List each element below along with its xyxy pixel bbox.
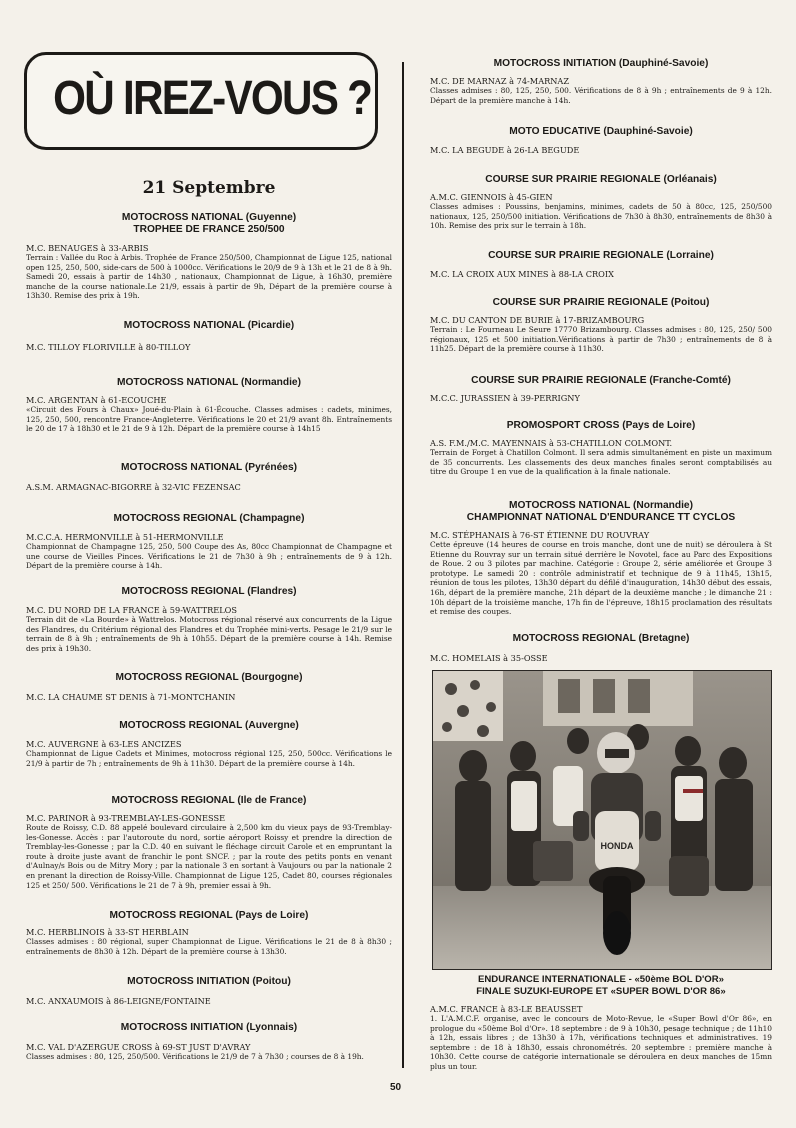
- event-heading: MOTOCROSS INITIATION (Lyonnais): [120, 1022, 298, 1033]
- event-details: Classes admises : 80, 125, 250, 500. Vérifications de 8 à 9h ; entraînements de 9 à 12h. Départ de la première manche à 14h.: [430, 86, 772, 105]
- event-block: [26, 377, 392, 434]
- event-heading: MOTOCROSS NATIONAL (Picardie): [123, 320, 295, 331]
- event-heading: MOTOCROSS REGIONAL (Flandres): [121, 586, 297, 597]
- event-details: Championnat de Ligue Cadets et Minimes, motocross régional 125, 250, 500cc. Vérifications le 21/9 à partir de 7h ; entraînements de 9h à 11h30. Départ de la première course à 14h.: [26, 749, 392, 768]
- event-organizer: M.C. BENAUGES à 33-ARBIS: [26, 243, 149, 253]
- event-organizer: M.C.C.A. HERMONVILLE à 51-HERMONVILLE: [26, 532, 224, 542]
- event-heading: MOTOCROSS REGIONAL (Pays de Loire): [109, 910, 309, 921]
- event-date: 21 Septembre: [142, 178, 276, 198]
- event-organizer: A.S.M. ARMAGNAC-BIGORRE à 32-VIC FEZENSAC: [26, 482, 241, 492]
- caption-subheading: FINALE SUZUKI-EUROPE ET «SUPER BOWL D'OR 86»: [476, 986, 726, 997]
- event-heading: MOTOCROSS INITIATION (Poitou): [127, 976, 291, 987]
- event-details: Terrain : Vallée du Roc à Arbis. Trophée de France 250/500, Championnat de Ligue 125, national open 125, 250, 500, side-cars de 500 à 1000cc. Vérifications le 20/9 de 9 à 13h et le 21 de 8 à 9h. Samedi 20, essais à partir de 14h30 , nationaux, Championnat de Ligue, à 16h30, première manche de la course nationale.Le 21/9, essais à partir de 9h, Départ de la première course à 13h30. Remise des prix à 19h.: [26, 253, 393, 301]
- event-block: [26, 976, 392, 1006]
- event-block: [430, 500, 772, 617]
- event-organizer: M.C. TILLOY FLORIVILLE à 80-TILLOY: [26, 342, 191, 352]
- event-organizer: A.S. F.M./M.C. MAYENNAIS à 53-CHATILLON COLMONT.: [430, 438, 673, 448]
- event-block: [430, 174, 772, 231]
- event-organizer: M.C. ANXAUMOIS à 86-LEIGNE/FONTAINE: [26, 996, 211, 1006]
- event-heading: MOTOCROSS REGIONAL (Bretagne): [512, 633, 690, 644]
- race-photo-illustration: [433, 671, 771, 969]
- event-block: [430, 58, 772, 105]
- event-details: Terrain : Le Fourneau Le Seure 17770 Brizambourg. Classes admises : 80, 125, 250/ 500 régionaux, 125 et 500 initiation.Vérifications à partir de 7h30 ; entraînements de 8 à 11h25. Départ de la première course à 11h30.: [430, 325, 772, 354]
- event-subheading: CHAMPIONNAT NATIONAL D'ENDURANCE TT CYCLOS: [466, 512, 736, 523]
- event-block: [26, 320, 392, 352]
- event-details: Classes admises : 80 régional, super Championnat de Ligue. Vérifications le 21 de 8 à 8h30 ; entraînements de 8h30 à 12h. Départ de la première course à 13h30.: [26, 937, 392, 956]
- event-details: Route de Roissy, C.D. 88 appelé boulevard circulaire à 2,500 km du vieux pays de 93-Tremblay-les-Gonesse. Accès : par l'autoroute du nord, sortie aéroport Roissy et prendre la direction de Tremblay-les-Gonesse ; par la C.D. 40 en suivant le fléchage circuit Carole et en empruntant la route à droite juste avant de franchir le pont SNCF. ; par la route des petits ponts en venant d'Aulnay/s Bois ou de Mitry Mory ; par la nationale 3 en sortant à Vaujours ou par la nationale 2 en prenant la direction de Roissy-Ville. Championnat de Ligue 125, Cadet 80, courses régionales 125 et 250/ 500. Vérifications le 21 de 7 à 9h, premier essai à 9h.: [26, 823, 392, 890]
- event-details: Classes admises : Poussins, benjamins, minimes, cadets de 50 à 80cc, 125, 250/500 nationaux, 125, 250/500 initiation. Vérifications de 7h30 à 8h30, entraînements de 8h30 à 10h. Remise des prix sur le terrain à 18h.: [430, 202, 772, 231]
- event-heading: COURSE SUR PRAIRIE REGIONALE (Orléanais): [485, 174, 717, 185]
- event-details: 1. L'A.M.C.F. organise, avec le concours de Moto-Revue, le «Super Bowl d'Or 86», en prologue du «50ème Bol d'Or». 18 septembre : de 9 à 10h30, pesage technique ; de 11h10 à 12h, essais libres ; de 13h30 à 17h, vérifications techniques et administratives. 19 septembre : de 18 à 18h30, essais chronométrés. 20 septembre : première manche à 10h30. Cette course de catégorie internationale se déroulera en deux manches de 15mn plus un tour.: [430, 1014, 772, 1071]
- event-block: [26, 513, 392, 571]
- event-organizer: M.C.C. JURASSIEN à 39-PERRIGNY: [430, 393, 580, 403]
- event-block: [430, 250, 772, 279]
- event-organizer: M.C. HERBLINOIS à 33-ST HERBLAIN: [26, 927, 189, 937]
- event-organizer: M.C. HOMELAIS à 35-OSSE: [430, 653, 548, 663]
- event-organizer: M.C. DU NORD DE LA FRANCE à 59-WATTRELOS: [26, 605, 237, 615]
- race-photo: [432, 670, 772, 970]
- event-organizer: M.C. DU CANTON DE BURIE à 17-BRIZAMBOURG: [430, 315, 645, 325]
- event-details: Terrain dit de «La Bourde» à Wattrelos. Motocross régional réservé aux concurrents de la Ligue des Flandres, du Critérium régional des Flandres et du Trophée mini-verts. Pesage le 21/9 sur le terrain de 8 à 9h ; entraînements de 9h à 10h55. Départ de la première course à 14h. Remise des prix à 19h30.: [26, 615, 392, 653]
- event-block: [26, 212, 392, 301]
- event-organizer: A.M.C. FRANCE à 83-LE BEAUSSET: [430, 1004, 583, 1014]
- event-organizer: M.C. PARINOR à 93-TREMBLAY-LES-GONESSE: [26, 813, 226, 823]
- section-title-box: [24, 52, 378, 150]
- event-subheading: TROPHEE DE FRANCE 250/500: [133, 224, 285, 235]
- event-block: [430, 126, 772, 155]
- event-block: [26, 1022, 392, 1062]
- event-organizer: M.C. LA BEGUDE à 26-LA BEGUDE: [430, 145, 580, 155]
- column-divider: [402, 62, 404, 1068]
- event-heading: MOTO EDUCATIVE (Dauphiné-Savoie): [509, 126, 693, 137]
- event-heading: MOTOCROSS NATIONAL (Normandie): [117, 377, 301, 388]
- event-heading: COURSE SUR PRAIRIE REGIONALE (Poitou): [492, 297, 710, 308]
- event-block: [430, 297, 772, 354]
- event-organizer: M.C. STÉPHANAIS à 76-ST ÉTIENNE DU ROUVRAY: [430, 530, 650, 540]
- event-heading: MOTOCROSS NATIONAL (Normandie): [509, 500, 693, 511]
- event-block: [26, 910, 392, 956]
- event-heading: MOTOCROSS INITIATION (Dauphiné-Savoie): [493, 58, 709, 69]
- event-details: «Circuit des Fours à Chaux» Joué-du-Plain à 61-Écouche. Classes admises : cadets, minimes, 125, 250, 500, rencontre France-Angleterre. Vérifications le 20 et 21/9 avant 8h. Entraînements le 20 de 17 à 18h30 et le 21 de 9 à 12h. Départ de la première course à 14h15: [26, 405, 392, 434]
- event-organizer: M.C. DE MARNAZ à 74-MARNAZ: [430, 76, 570, 86]
- event-block: [26, 462, 392, 492]
- event-heading: COURSE SUR PRAIRIE REGIONALE (Franche-Comté): [471, 375, 731, 386]
- event-organizer: M.C. AUVERGNE à 63-LES ANCIZES: [26, 739, 182, 749]
- event-details: Terrain de Forget à Chatillon Colmont. Il sera admis simultanément en piste un maximum de 35 concurrents. Les classements des deux manches finales seront comptabilisés au titre du Groupe 1 en vue de la qualification à la finale nationale.: [430, 448, 772, 477]
- event-block: [430, 633, 772, 663]
- event-organizer: M.C. ARGENTAN à 61-ECOUCHE: [26, 395, 167, 405]
- event-block: [26, 720, 392, 768]
- event-block: [430, 375, 772, 403]
- event-heading: MOTOCROSS REGIONAL (Champagne): [113, 513, 305, 524]
- event-details: Championnat de Champagne 125, 250, 500 Coupe des As, 80cc Championnat de Champagne et une course de Vieilles Pinces. Vérifications le 21 de 7h30 à 9h ; entraînements de 9 à 12h. Départ de la première course à 14h.: [26, 542, 392, 571]
- event-organizer: M.C. LA CHAUME ST DENIS à 71-MONTCHANIN: [26, 692, 236, 702]
- caption-heading: ENDURANCE INTERNATIONALE - «50ème BOL D'OR»: [477, 974, 725, 985]
- event-heading: MOTOCROSS NATIONAL (Pyrénées): [120, 462, 298, 473]
- event-heading: MOTOCROSS REGIONAL (Ile de France): [111, 795, 307, 806]
- event-organizer: M.C. LA CROIX AUX MINES à 88-LA CROIX: [430, 269, 614, 279]
- event-block: [26, 586, 392, 653]
- page-number: 50: [390, 1082, 402, 1093]
- event-heading: MOTOCROSS NATIONAL (Guyenne): [121, 212, 297, 223]
- event-block: [26, 672, 392, 702]
- event-block: [430, 420, 772, 477]
- event-heading: MOTOCROSS REGIONAL (Auvergne): [119, 720, 299, 731]
- photo-caption-block: [430, 974, 772, 1072]
- event-details: Cette épreuve (14 heures de course en trois manche, dont une de nuit) se déroulera à St Etienne du Rouvray sur un terrain situé derrière le Novotel, face au Parc des Expositions de Roue. 2 ou 3 pilotes par machine. Catégorie : Groupe 2, série améliorée et Groupe 3 prototype. Le samedi 20 : contrôle administratif et technique de 9 à 11h45, 13h15, réunion de tous les pilotes, 13h30 départ du défilé d'inauguration, 14h30 début des essais, 16h, départ de la première manche, 21h départ de la deuxième manche ; le dimanche 21 : 10h départ de la troisième manche, 17h fin de l'épreuve, 18h15 proclamation des résultats et remise des coupes.: [430, 540, 772, 617]
- event-details: Classes admises : 80, 125, 250/500. Vérifications le 21/9 de 7 à 7h30 ; courses de 8 à 19h.: [26, 1052, 364, 1061]
- event-heading: MOTOCROSS REGIONAL (Bourgogne): [115, 672, 303, 683]
- event-organizer: M.C. VAL D'AZERGUE CROSS à 69-ST JUST D'AVRAY: [26, 1042, 251, 1052]
- event-heading: COURSE SUR PRAIRIE REGIONALE (Lorraine): [488, 250, 714, 261]
- section-title: OÙ IREZ-VOUS ?: [53, 72, 372, 125]
- event-organizer: A.M.C. GIENNOIS à 45-GIEN: [430, 192, 553, 202]
- event-heading: PROMOSPORT CROSS (Pays de Loire): [506, 420, 696, 431]
- sponsor-text: HONDA: [600, 841, 634, 851]
- event-block: [26, 795, 392, 890]
